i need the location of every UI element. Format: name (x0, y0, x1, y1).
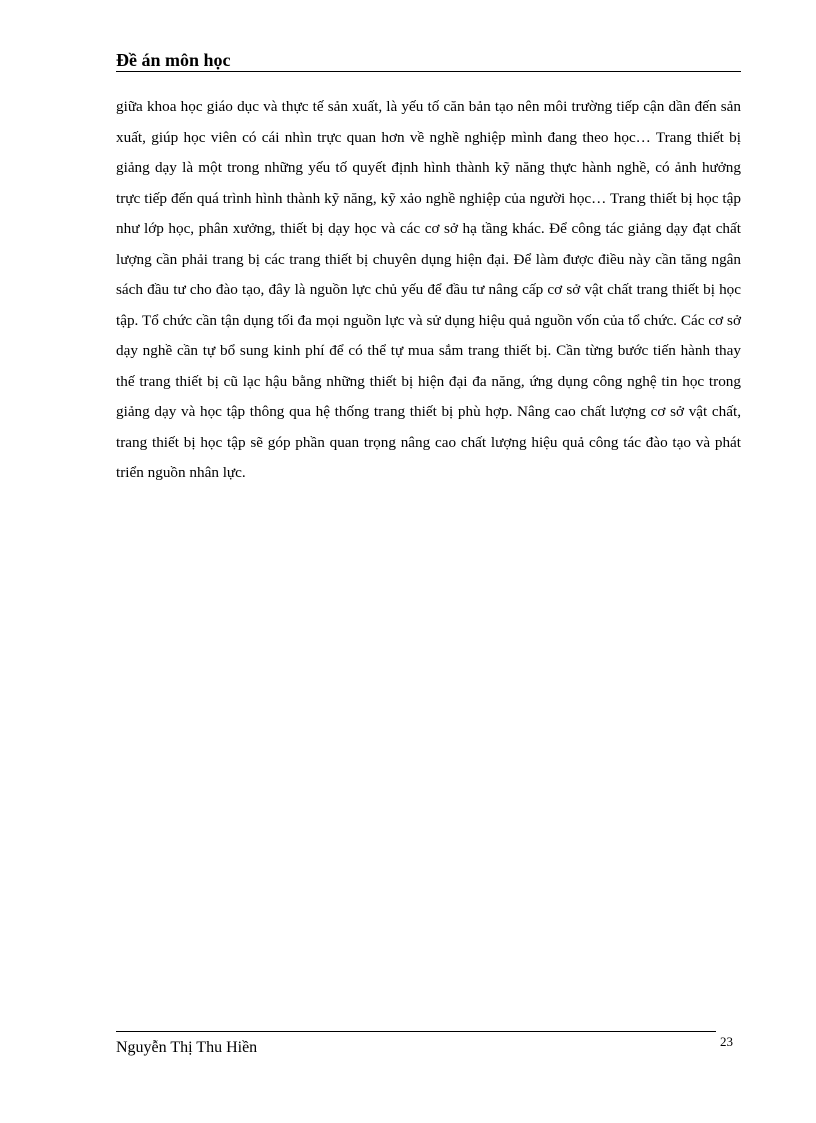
body-paragraph: giữa khoa học giáo dục và thực tế sản xuất, là yếu tố căn bản tạo nên môi trường tiếp cận dần đến sản xuất, giúp học viên có cái nhìn trực quan hơn về nghề nghiệp mình đang theo học… Trang thiết bị giảng dạy là một trong những yếu tố quyết định hình thành kỹ năng thực hành nghề, có ảnh hưởng trực tiếp đến quá trình hình thành kỹ năng, kỹ xảo nghề nghiệp của người học… Trang thiết bị học tập như lớp học, phân xưởng, thiết bị dạy học và các cơ sở hạ tầng khác. Để công tác giảng dạy đạt chất lượng cần phải trang bị các trang thiết bị chuyên dụng hiện đại. Để làm được điều này cần tăng ngân sách đầu tư cho đào tạo, đây là nguồn lực chủ yếu để đầu tư nâng cấp cơ sở vật chất trang thiết bị học tập. Tổ chức cần tận dụng tối đa mọi nguồn lực và sử dụng hiệu quả nguồn vốn của tổ chức. Các cơ sở dạy nghề cần tự bổ sung kinh phí để có thể tự mua sắm trang thiết bị. Cần từng bước tiến hành thay thế trang thiết bị cũ lạc hậu bằng những thiết bị hiện đại đa năng, ứng dụng công nghệ tin học trong giảng dạy và học tập thông qua hệ thống trang thiết bị phù hợp. Nâng cao chất lượng cơ sở vật chất, trang thiết bị học tập sẽ góp phần quan trọng nâng cao chất lượng hiệu quả công tác đào tạo và phát triển nguồn nhân lực. (116, 98, 741, 481)
header-title: Đề án môn học (116, 50, 231, 70)
footer-author: Nguyễn Thị Thu Hiền (116, 1039, 258, 1056)
footer-divider (116, 1031, 716, 1032)
page-number: 23 (720, 1034, 733, 1049)
page-header (116, 50, 741, 72)
